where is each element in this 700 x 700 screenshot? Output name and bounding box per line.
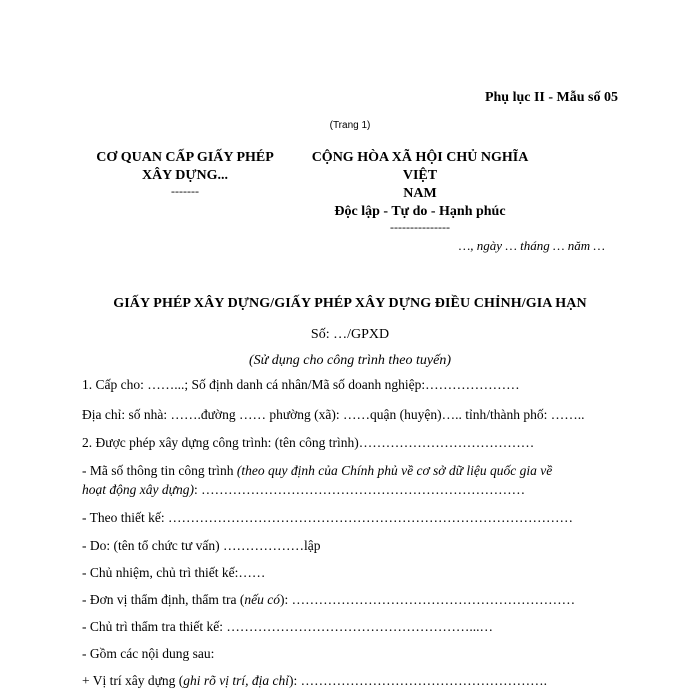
motto-line-2: NAM <box>403 186 437 201</box>
document-usage-note: (Sử dụng cho công trình theo tuyến) <box>248 353 452 368</box>
project-code-prefix: - Mã số thông tin công trình <box>82 463 237 478</box>
appraiser-prefix: - Đơn vị thẩm định, thẩm tra ( <box>82 592 245 607</box>
location-blank: ): ………………………………………………. <box>289 673 548 688</box>
appraiser-note: nếu có <box>244 592 280 607</box>
appendix-label: Phụ lục II - Mẫu số 05 <box>484 90 618 105</box>
document-title: GIẤY PHÉP XÂY DỰNG/GIẤY PHÉP XÂY DỰNG ĐIỀU CHỈNH/GIA HẠN <box>113 296 587 311</box>
field-design-lead: - Chủ nhiệm, chủ trì thiết kế:…… <box>82 565 266 580</box>
motto-rule: --------------- <box>390 220 450 234</box>
issuer-line-1: CƠ QUAN CẤP GIẤY PHÉP <box>96 150 274 165</box>
project-code-blank: : ……………………………………………………………… <box>193 482 526 497</box>
project-code-note: (theo quy định của Chính phủ về cơ sở dữ liệu quốc gia về <box>236 463 553 478</box>
location-prefix: + Vị trí xây dựng ( <box>82 673 184 688</box>
field-consultant: - Do: (tên tổ chức tư vấn) ………………lập <box>82 538 321 553</box>
location-note: ghi rõ vị trí, địa chỉ <box>183 673 290 688</box>
field-contents-heading: - Gồm các nội dung sau: <box>82 646 215 661</box>
document-number: Số: …/GPXD <box>310 327 390 342</box>
field-project-code-cont <box>82 482 525 498</box>
date-line: …, ngày … tháng … năm … <box>458 238 605 253</box>
motto-line-3: Độc lập - Tự do - Hạnh phúc <box>334 204 506 219</box>
field-design: - Theo thiết kế: ……………………………………………………………………………… <box>82 510 573 525</box>
issuer-line-2: XÂY DỰNG... <box>141 168 229 183</box>
issuer-rule: ------- <box>171 184 199 198</box>
field-appraiser <box>82 592 575 608</box>
field-project-code <box>82 463 552 479</box>
issuing-authority-block <box>80 149 290 197</box>
project-code-note-cont: hoạt động xây dựng) <box>82 482 194 497</box>
field-location <box>82 673 547 689</box>
motto-line-1: CỘNG HÒA XÃ HỘI CHỦ NGHĨA VIỆT <box>311 150 529 183</box>
national-motto-block <box>305 149 535 233</box>
page-number-label: (Trang 1) <box>329 120 371 131</box>
field-issued-to: 1. Cấp cho: ……...; Số định danh cá nhân/Mã số doanh nghiệp:………………… <box>82 377 520 392</box>
field-address: Địa chỉ: số nhà: …….đường …… phường (xã): ……quận (huyện)….. tỉnh/thành phố: …….. <box>82 407 585 422</box>
field-review-lead: - Chủ trì thẩm tra thiết kế: ………………………………………………...… <box>82 619 493 634</box>
field-project-name: 2. Được phép xây dựng công trình: (tên công trình)………………………………… <box>82 435 535 450</box>
appraiser-blank: ): ……………………………………………………… <box>279 592 576 607</box>
